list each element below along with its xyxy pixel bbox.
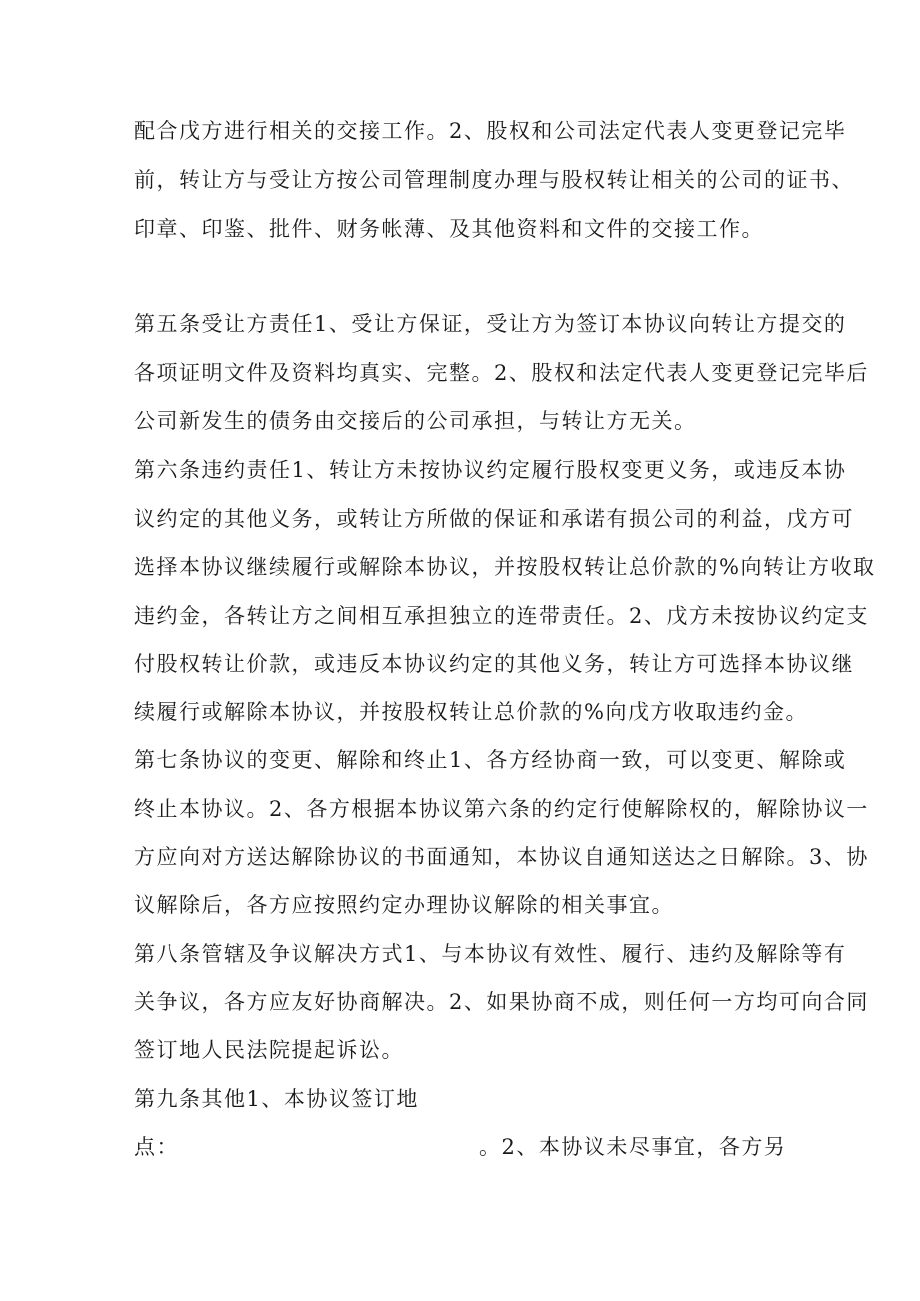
text-line: 违约金，各转让方之间相互承担独立的连带责任。2、戊方未按协议约定支 bbox=[134, 604, 869, 628]
text-line: 方应向对方送达解除协议的书面通知，本协议自通知送达之日解除。3、协 bbox=[134, 845, 869, 869]
text-line: 付股权转让价款，或违反本协议约定的其他义务，转让方可选择本协议继 bbox=[134, 652, 854, 676]
text-line: 议约定的其他义务，或转让方所做的保证和承诺有损公司的利益，戊方可 bbox=[134, 507, 854, 531]
line-continuation: 。2、本协议未尽事宜，各方另 bbox=[479, 1135, 787, 1159]
text-line: 前，转让方与受让方按公司管理制度办理与股权转让相关的公司的证书、 bbox=[134, 168, 854, 192]
text-line-with-blank bbox=[134, 1133, 786, 1161]
text-line: 续履行或解除本协议，并按股权转让总价款的%向戊方收取违约金。 bbox=[134, 700, 808, 724]
text-line: 公司新发生的债务由交接后的公司承担，与转让方无关。 bbox=[134, 409, 697, 433]
text-line: 选择本协议继续履行或解除本协议，并按股权转让总价款的%向转让方收取 bbox=[134, 555, 876, 579]
text-line: 各项证明文件及资料均真实、完整。2、股权和法定代表人变更登记完毕后 bbox=[134, 361, 869, 385]
text-line: 配合戊方进行相关的交接工作。2、股权和公司法定代表人变更登记完毕 bbox=[134, 119, 847, 143]
text-line: 印章、印鉴、批件、财务帐薄、及其他资料和文件的交接工作。 bbox=[134, 217, 764, 241]
text-line: 第七条协议的变更、解除和终止1、各方经协商一致，可以变更、解除或 bbox=[134, 748, 847, 772]
text-line: 第九条其他1、本协议签订地 bbox=[134, 1087, 419, 1111]
text-line: 第五条受让方责任1、受让方保证，受让方为签订本协议向转让方提交的 bbox=[134, 312, 847, 336]
text-line: 第八条管辖及争议解决方式1、与本协议有效性、履行、违约及解除等有 bbox=[134, 942, 847, 966]
place-label: 点： bbox=[134, 1135, 179, 1159]
text-line: 签订地人民法院提起诉讼。 bbox=[134, 1038, 404, 1062]
text-line: 议解除后，各方应按照约定办理协议解除的相关事宜。 bbox=[134, 893, 674, 917]
text-line: 终止本协议。2、各方根据本协议第六条的约定行使解除权的，解除协议一 bbox=[134, 797, 869, 821]
text-line: 关争议，各方应友好协商解决。2、如果协商不成，则任何一方均可向合同 bbox=[134, 990, 869, 1014]
text-line: 第六条违约责任1、转让方未按协议约定履行股权变更义务，或违反本协 bbox=[134, 458, 847, 482]
